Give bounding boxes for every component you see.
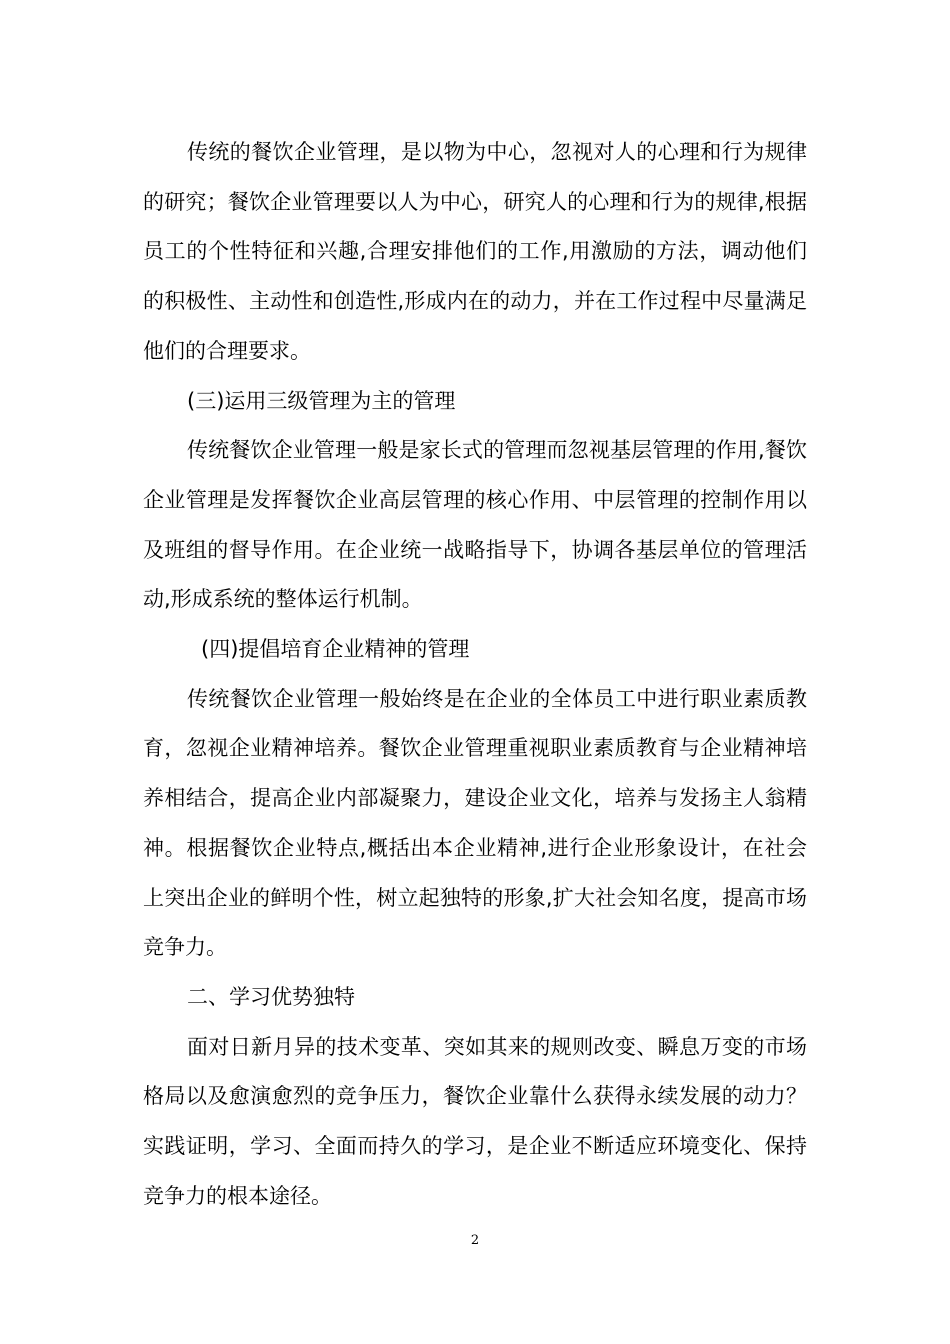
paragraph-enterprise-spirit: 传统餐饮企业管理一般始终是在企业的全体员工中进行职业素质教育，忽视企业精神培养。餐饮企业管理重视职业素质教育与企业精神培养相结合，提高企业内部凝聚力，建设企业文化，培养与发扬主人翁精神。根据餐饮企业特点,概括出本企业精神,进行企业形象设计，在社会上突出企业的鲜明个性，树立起独特的形象,扩大社会知名度，提高市场竞争力。	[143, 686, 807, 960]
page-number: 2	[470, 1233, 480, 1248]
section-heading-learning-advantage: 二、学习优势独特	[187, 984, 355, 1009]
section-heading-three-level-management: (三)运用三级管理为主的管理	[187, 388, 456, 413]
paragraph-people-centered-management: 传统的餐饮企业管理，是以物为中心，忽视对人的心理和行为规律的研究；餐饮企业管理要以人为中心，研究人的心理和行为的规律,根据员工的个性特征和兴趣,合理安排他们的工作,用激励的方法，调动他们的积极性、主动性和创造性,形成内在的动力，并在工作过程中尽量满足他们的合理要求。	[143, 140, 807, 363]
paragraph-learning-advantage: 面对日新月异的技术变革、突如其来的规则改变、瞬息万变的市场格局以及愈演愈烈的竞争压力，餐饮企业靠什么获得永续发展的动力？实践证明，学习、全面而持久的学习，是企业不断适应环境变化、保持竞争力的根本途径。	[143, 1034, 807, 1208]
section-heading-enterprise-spirit: (四)提倡培育企业精神的管理	[201, 637, 470, 662]
paragraph-three-level-management: 传统餐饮企业管理一般是家长式的管理而忽视基层管理的作用,餐饮企业管理是发挥餐饮企业高层管理的核心作用、中层管理的控制作用以及班组的督导作用。在企业统一战略指导下，协调各基层单位的管理活动,形成系统的整体运行机制。	[143, 438, 807, 612]
document-body	[143, 128, 807, 1221]
